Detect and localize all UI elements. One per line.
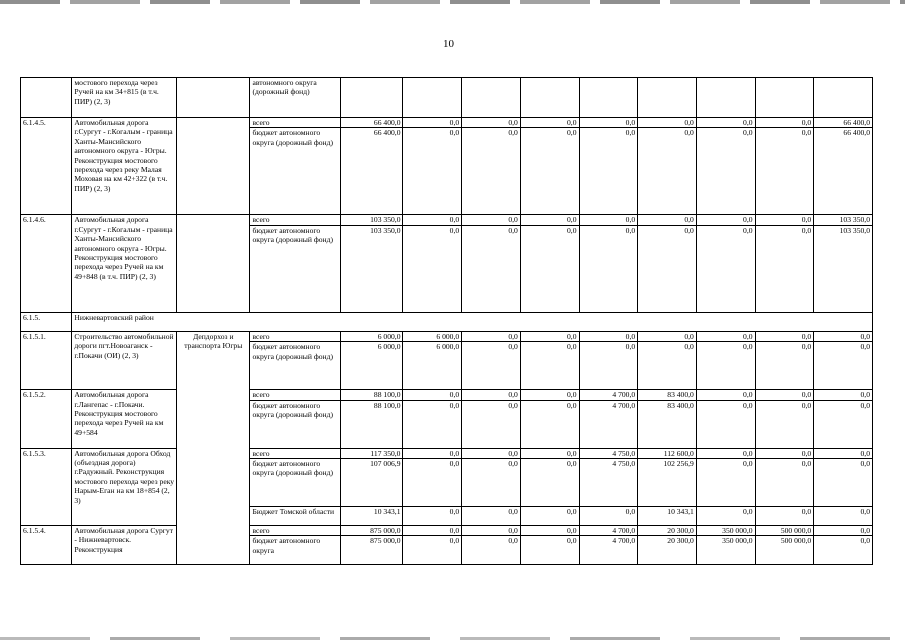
cell-value: 0,0: [520, 215, 579, 225]
row-responsible: [177, 78, 250, 118]
cell-value: 66 400,0: [814, 128, 873, 215]
table-row: [21, 78, 873, 118]
row-code: 6.1.5.4.: [21, 526, 72, 565]
cell-value: 0,0: [814, 459, 873, 507]
row-source: бюджет автономного округа (дорожный фонд): [250, 459, 340, 507]
row-responsible: [177, 118, 250, 215]
cell-value: 20 300,0: [638, 526, 697, 536]
cell-value: 0,0: [696, 400, 755, 448]
table-row: [21, 390, 873, 400]
cell-value: 0,0: [520, 331, 579, 341]
cell-value: 20 300,0: [638, 536, 697, 565]
cell-value: 0,0: [462, 536, 521, 565]
row-source: бюджет автономного округа: [250, 536, 340, 565]
cell-value: 6 000,0: [403, 331, 462, 341]
row-name: мостового перехода через Ручей на км 34+815 (в т.ч. ПИР) (2, 3): [72, 78, 177, 118]
cell-total: 103 350,0: [340, 225, 403, 312]
row-name: Автомобильная дорога г.Сургут - г.Когалым - граница Ханты-Мансийского автономного округа - Югры. Реконструкция мостового перехода через реку Малая Моховая на км 42+322 (в т.ч. ПИР) (2, 3): [72, 118, 177, 215]
cell-value: 350 000,0: [696, 536, 755, 565]
cell-value: 0,0: [638, 118, 697, 128]
cell-total: 117 350,0: [340, 448, 403, 458]
cell-value: 0,0: [696, 331, 755, 341]
cell-value: 66 400,0: [814, 118, 873, 128]
cell-value: 103 350,0: [814, 225, 873, 312]
row-source: всего: [250, 390, 340, 400]
cell-value: 0,0: [579, 507, 638, 526]
cell-value: 0,0: [403, 390, 462, 400]
row-code: 6.1.5.3.: [21, 448, 72, 525]
cell-value: 0,0: [814, 390, 873, 400]
cell-value: 0,0: [814, 448, 873, 458]
cell-value: 0,0: [696, 448, 755, 458]
cell-value: 4 750,0: [579, 459, 638, 507]
row-code: 6.1.4.6.: [21, 215, 72, 312]
cell-value: 0,0: [755, 459, 814, 507]
row-source: бюджет автономного округа (дорожный фонд): [250, 342, 340, 390]
cell-value: 0,0: [520, 459, 579, 507]
cell-value: 0,0: [579, 128, 638, 215]
cell-value: 0,0: [520, 507, 579, 526]
cell-value: 0,0: [520, 536, 579, 565]
row-code: 6.1.5.: [21, 312, 72, 331]
cell-value: 0,0: [755, 390, 814, 400]
cell-value: 0,0: [638, 215, 697, 225]
cell-value: 0,0: [579, 215, 638, 225]
cell-value: 0,0: [462, 526, 521, 536]
cell-value: 102 256,9: [638, 459, 697, 507]
cell-value: 0,0: [462, 400, 521, 448]
cell-total: 88 100,0: [340, 390, 403, 400]
cell-value: 0,0: [403, 507, 462, 526]
cell-value: 0,0: [403, 118, 462, 128]
cell-value: 0,0: [814, 331, 873, 341]
cell-value: 0,0: [814, 526, 873, 536]
row-source: всего: [250, 526, 340, 536]
cell-value: 0,0: [696, 390, 755, 400]
cell-value: 0,0: [814, 400, 873, 448]
budget-table: [20, 77, 873, 565]
page-number: 10: [443, 38, 454, 50]
cell-value: 0,0: [520, 118, 579, 128]
row-source: бюджет автономного округа (дорожный фонд): [250, 400, 340, 448]
row-source: бюджет автономного округа (дорожный фонд): [250, 128, 340, 215]
cell-value: 500 000,0: [755, 526, 814, 536]
cell-value: 0,0: [755, 448, 814, 458]
cell-value: 0,0: [520, 390, 579, 400]
cell-value: 0,0: [755, 225, 814, 312]
cell-value: 0,0: [403, 526, 462, 536]
cell-value: 0,0: [520, 400, 579, 448]
section-name: Нижневартовский район: [72, 312, 873, 331]
cell-value: 0,0: [403, 459, 462, 507]
cell-value: 0,0: [403, 225, 462, 312]
cell-value: 0,0: [462, 118, 521, 128]
row-name: Строительство автомобильной дороги пгт.Новоаганск - г.Покачи (ОИ) (2, 3): [72, 331, 177, 389]
cell-value: 0,0: [696, 342, 755, 390]
cell-value: 4 700,0: [579, 400, 638, 448]
scan-top-edge: [0, 0, 905, 4]
cell-total: 10 343,1: [340, 507, 403, 526]
row-responsible: [177, 215, 250, 312]
row-name: Автомобильная дорога г.Сургут - г.Когалым - граница Ханты-Мансийского автономного округа - Югры. Реконструкция мостового перехода через Ручей на км 49+848 (в т.ч. ПИР) (2, 3): [72, 215, 177, 312]
cell-value: 6 000,0: [403, 342, 462, 390]
cell-value: 0,0: [403, 400, 462, 448]
row-source: автономного округа (дорожный фонд): [250, 78, 340, 118]
cell-value: 0,0: [696, 225, 755, 312]
cell-value: 0,0: [462, 342, 521, 390]
row-name: Автомобильная дорога г.Лангепас - г.Покачи. Реконструкция мостового перехода через Ручей на км 49+584: [72, 390, 177, 448]
table-row: [21, 448, 873, 458]
cell-value: 0,0: [579, 118, 638, 128]
cell-value: 0,0: [462, 448, 521, 458]
cell-value: 4 700,0: [579, 526, 638, 536]
cell-value: 0,0: [696, 215, 755, 225]
cell-value: 350 000,0: [696, 526, 755, 536]
cell-value: 103 350,0: [814, 215, 873, 225]
cell-value: 0,0: [638, 331, 697, 341]
cell-total: 875 000,0: [340, 536, 403, 565]
row-code: [21, 78, 72, 118]
cell-value: 0,0: [755, 342, 814, 390]
table-row: [21, 312, 873, 331]
cell-value: 4 750,0: [579, 448, 638, 458]
row-source: бюджет автономного округа (дорожный фонд): [250, 225, 340, 312]
cell-value: 0,0: [755, 215, 814, 225]
cell-value: 0,0: [579, 225, 638, 312]
cell-value: 0,0: [462, 128, 521, 215]
cell-value: 4 700,0: [579, 390, 638, 400]
cell-value: 0,0: [755, 507, 814, 526]
cell-total: 6 000,0: [340, 342, 403, 390]
cell-value: 0,0: [755, 118, 814, 128]
cell-value: 0,0: [755, 331, 814, 341]
row-source: всего: [250, 118, 340, 128]
cell-total: 107 006,9: [340, 459, 403, 507]
row-code: 6.1.4.5.: [21, 118, 72, 215]
cell-value: 0,0: [579, 342, 638, 390]
cell-value: 0,0: [696, 128, 755, 215]
row-source: всего: [250, 448, 340, 458]
cell-total: 66 400,0: [340, 118, 403, 128]
cell-total: 88 100,0: [340, 400, 403, 448]
cell-value: 0,0: [403, 128, 462, 215]
cell-value: 83 400,0: [638, 390, 697, 400]
cell-value: 4 700,0: [579, 536, 638, 565]
cell-value: 0,0: [696, 459, 755, 507]
cell-value: 0,0: [520, 342, 579, 390]
cell-total: 6 000,0: [340, 331, 403, 341]
cell-value: 0,0: [638, 225, 697, 312]
row-name: Автомобильная дорога Обход (объездная дорога) г.Радужный. Реконструкция мостового перехода через реку Нарым-Еган на км 18+854 (2, 3): [72, 448, 177, 525]
cell-value: 0,0: [403, 215, 462, 225]
table-row: [21, 215, 873, 225]
cell-value: 0,0: [696, 507, 755, 526]
table-row: [21, 331, 873, 341]
row-source: всего: [250, 331, 340, 341]
cell-value: 0,0: [520, 128, 579, 215]
cell-value: 0,0: [462, 225, 521, 312]
row-responsible: Депдорхоз и транспорта Югры: [177, 331, 250, 565]
row-name: Автомобильная дорога Сургут - Нижневартовск. Реконструкция: [72, 526, 177, 565]
row-code: 6.1.5.2.: [21, 390, 72, 448]
cell-value: 0,0: [462, 215, 521, 225]
cell-value: 500 000,0: [755, 536, 814, 565]
cell-total: 66 400,0: [340, 128, 403, 215]
cell-value: 0,0: [462, 507, 521, 526]
cell-value: 83 400,0: [638, 400, 697, 448]
cell-value: 0,0: [462, 390, 521, 400]
cell-value: 0,0: [520, 225, 579, 312]
cell-total: 103 350,0: [340, 215, 403, 225]
cell-value: 10 343,1: [638, 507, 697, 526]
cell-value: 112 600,0: [638, 448, 697, 458]
cell-value: 0,0: [520, 448, 579, 458]
row-source: всего: [250, 215, 340, 225]
cell-value: 0,0: [814, 536, 873, 565]
table-row: [21, 118, 873, 128]
row-code: 6.1.5.1.: [21, 331, 72, 389]
cell-value: 0,0: [403, 536, 462, 565]
cell-value: 0,0: [755, 128, 814, 215]
cell-value: 0,0: [638, 128, 697, 215]
cell-value: 0,0: [462, 459, 521, 507]
cell-value: 0,0: [755, 400, 814, 448]
cell-value: 0,0: [814, 507, 873, 526]
table-row: [21, 526, 873, 536]
cell-total: 875 000,0: [340, 526, 403, 536]
cell-value: 0,0: [403, 448, 462, 458]
row-source: Бюджет Томской области: [250, 507, 340, 526]
cell-value: 0,0: [579, 331, 638, 341]
cell-value: 0,0: [814, 342, 873, 390]
cell-value: 0,0: [462, 331, 521, 341]
cell-value: 0,0: [520, 526, 579, 536]
cell-value: 0,0: [696, 118, 755, 128]
cell-value: 0,0: [638, 342, 697, 390]
